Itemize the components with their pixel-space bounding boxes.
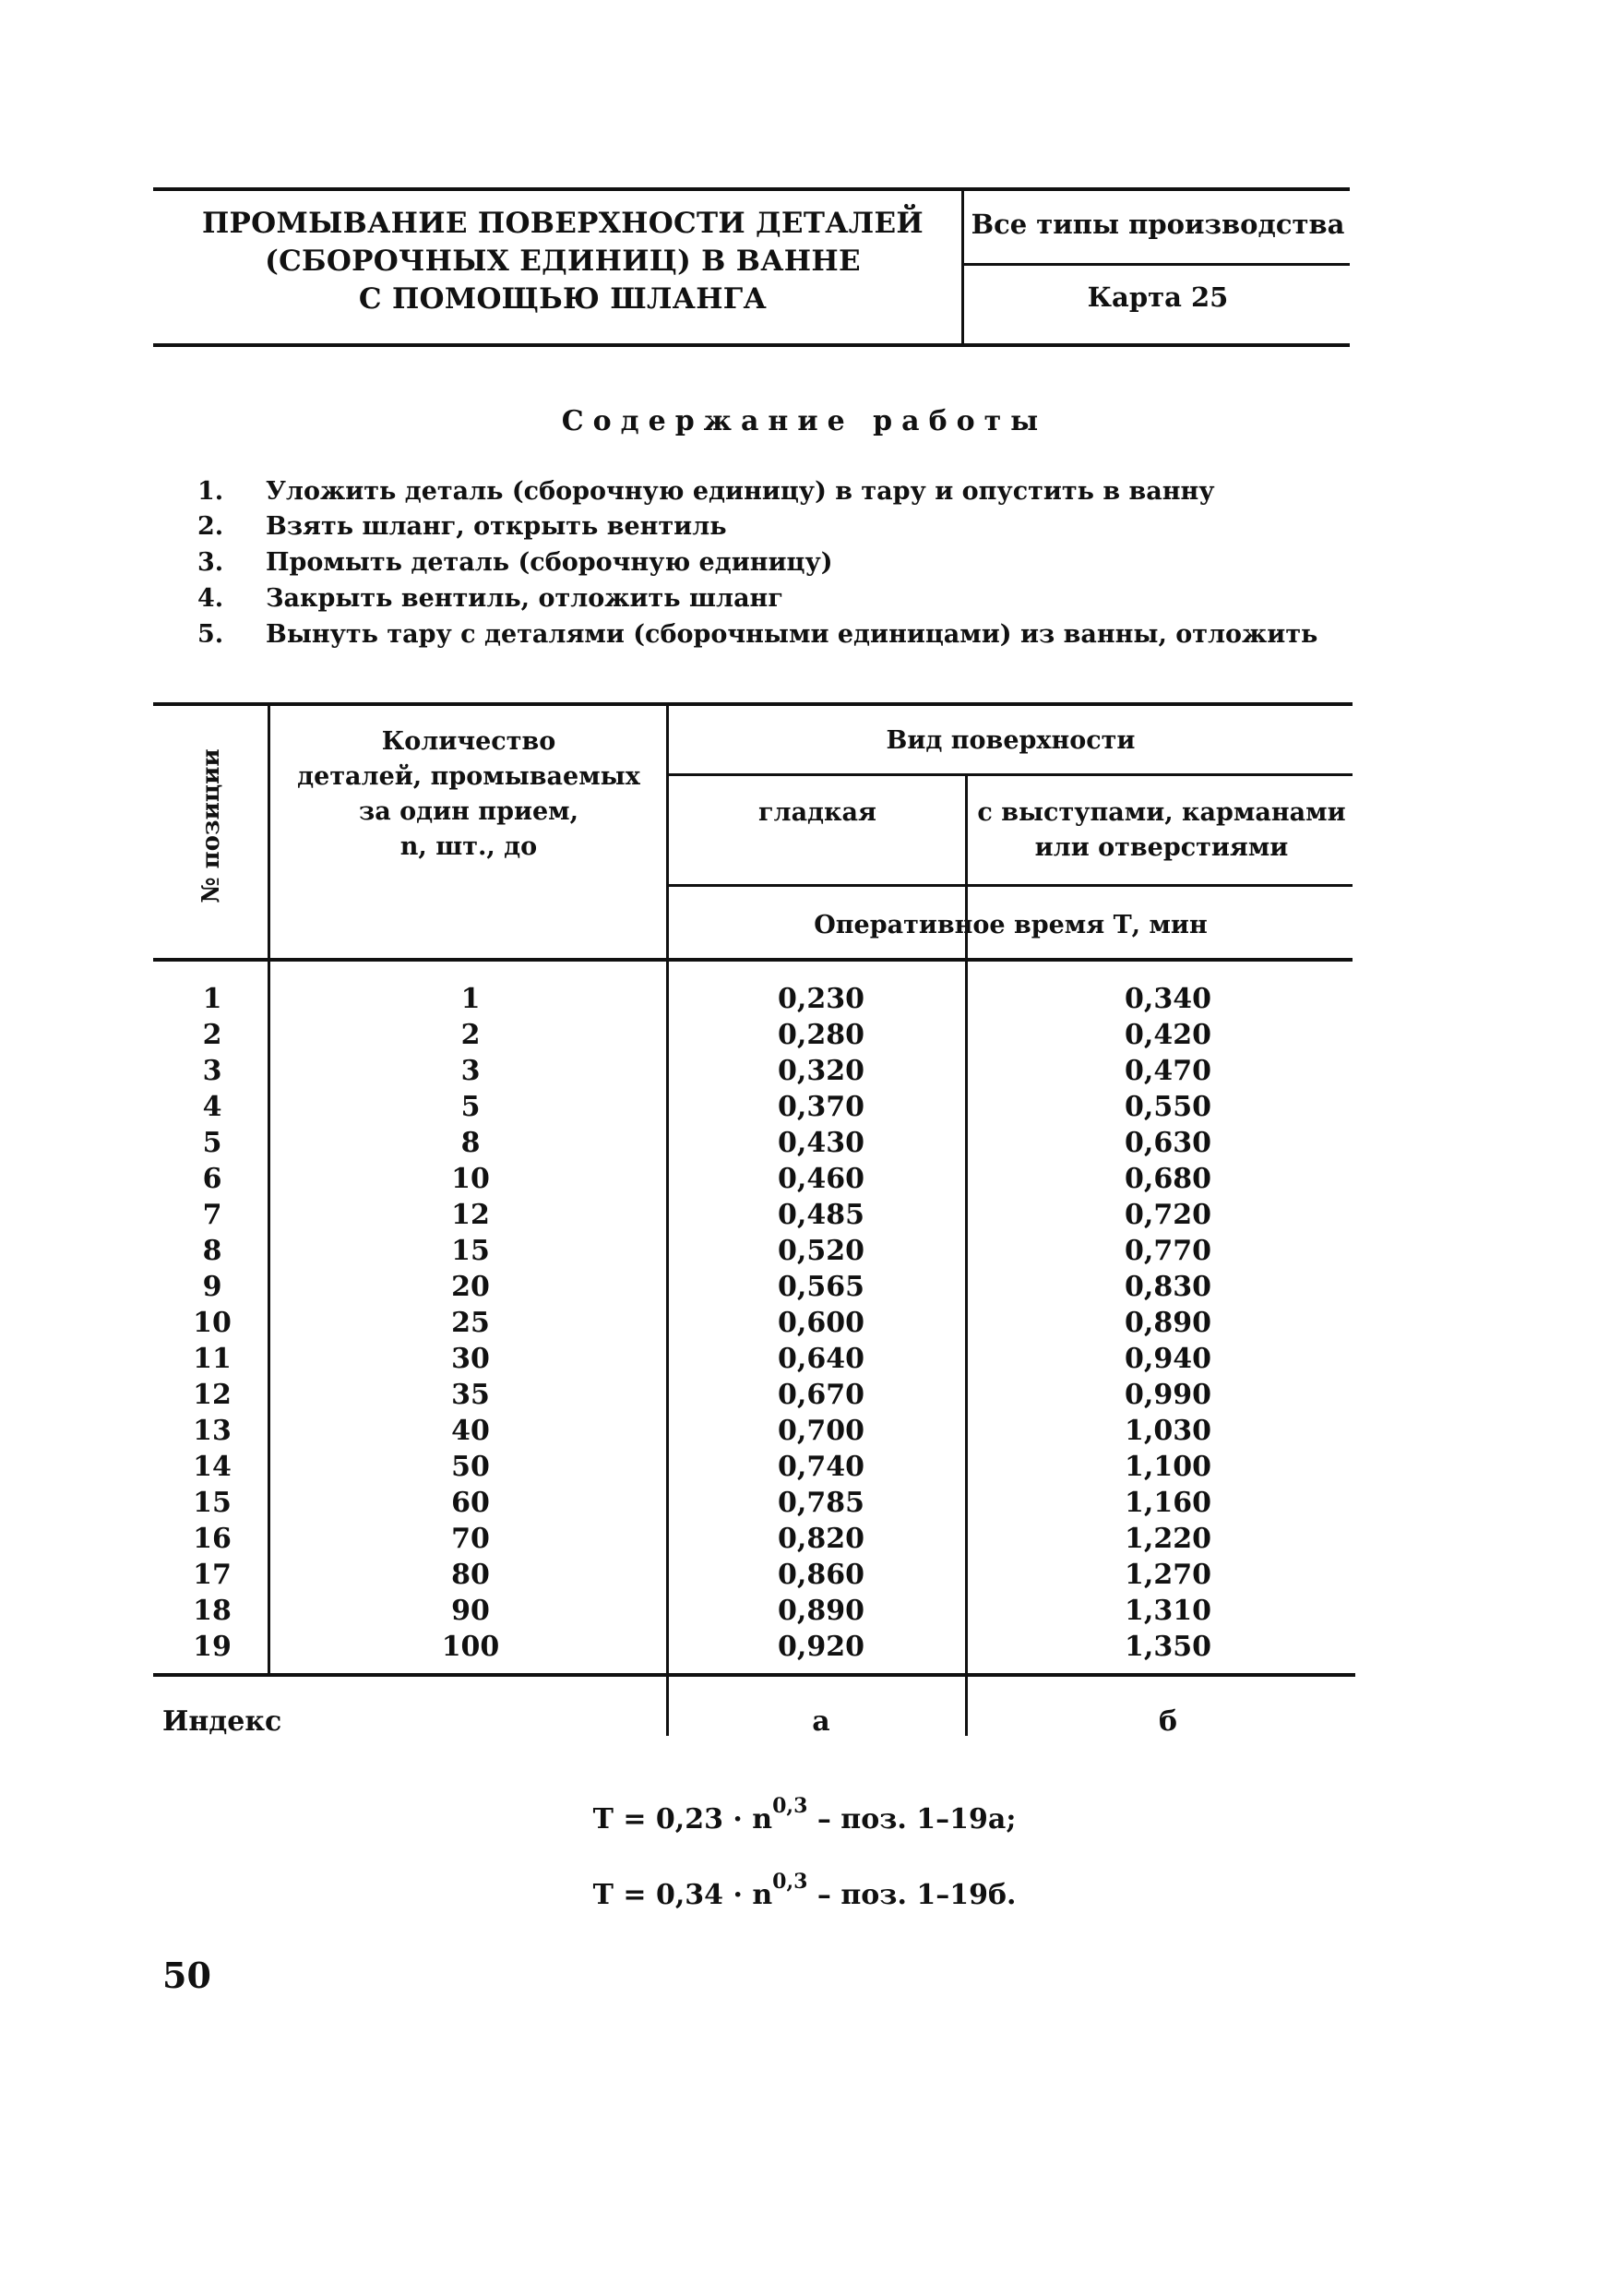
cell-smooth-time: 0,890: [778, 1595, 864, 1627]
cell-count: 35: [451, 1379, 490, 1411]
header-top-rule: [153, 187, 1350, 191]
cell-smooth-time: 0,860: [778, 1559, 864, 1591]
cell-rough-time: 0,340: [1125, 983, 1211, 1015]
cell-rough-time: 1,310: [1125, 1595, 1211, 1627]
cell-position: 9: [202, 1271, 222, 1303]
cell-count: 3: [460, 1055, 481, 1087]
cell-rough-time: 0,770: [1125, 1235, 1211, 1267]
cell-smooth-time: 0,820: [778, 1523, 864, 1555]
cell-position: 8: [202, 1235, 222, 1267]
cell-position: 4: [202, 1091, 222, 1123]
column-header-smooth: гладкая: [757, 798, 876, 827]
step-item: [197, 548, 833, 577]
step-number: 2.: [197, 512, 224, 541]
card-title-line: ПРОМЫВАНИЕ ПОВЕРХНОСТИ ДЕТАЛЕЙ: [201, 207, 924, 240]
index-label: Индекс: [162, 1705, 282, 1738]
cell-smooth-time: 0,785: [778, 1487, 864, 1519]
cell-count: 60: [451, 1487, 490, 1519]
header-bottom-rule: [153, 343, 1350, 347]
cell-count: 15: [451, 1235, 490, 1267]
cell-rough-time: 1,220: [1125, 1523, 1211, 1555]
formula-rhs: – поз. 1–19а;: [807, 1803, 1017, 1836]
cell-smooth-time: 0,430: [778, 1127, 864, 1159]
page-number: 50: [162, 1955, 211, 1996]
cell-count: 5: [460, 1091, 481, 1123]
cell-rough-time: 0,890: [1125, 1307, 1211, 1339]
operative-time-header: Оперативное время Т, мин: [814, 911, 1208, 939]
column-header-rough: [968, 795, 1355, 866]
cell-rough-time: 0,470: [1125, 1055, 1211, 1087]
formula-exponent: 0,3: [772, 1794, 808, 1818]
table-top-rule: [153, 702, 1353, 706]
column-header-count-line: деталей, промываемых: [297, 762, 640, 791]
formula-smooth: [0, 1794, 1609, 1836]
card-title: [166, 205, 959, 318]
step-item: [197, 584, 783, 613]
cell-smooth-time: 0,700: [778, 1415, 864, 1447]
cell-rough-time: 0,940: [1125, 1343, 1211, 1375]
step-text: Взять шланг, открыть вентиль: [266, 512, 727, 541]
cell-position: 7: [202, 1199, 222, 1231]
column-header-rough-line: с выступами, карманами: [977, 798, 1346, 827]
step-item: [197, 620, 1317, 649]
table-bottom-rule: [153, 1673, 1355, 1677]
cell-position: 16: [193, 1523, 232, 1555]
cell-count: 1: [460, 983, 481, 1015]
formula-rough: [0, 1870, 1609, 1911]
card-title-line: (СБОРОЧНЫХ ЕДИНИЦ) В ВАННЕ: [265, 245, 861, 278]
cell-smooth-time: 0,520: [778, 1235, 864, 1267]
cell-position: 11: [193, 1343, 232, 1375]
cell-smooth-time: 0,920: [778, 1631, 864, 1663]
cell-rough-time: 0,680: [1125, 1163, 1211, 1195]
cell-rough-time: 0,990: [1125, 1379, 1211, 1411]
cell-position: 5: [202, 1127, 222, 1159]
cell-count: 90: [451, 1595, 490, 1627]
cell-smooth-time: 0,485: [778, 1199, 864, 1231]
cell-smooth-time: 0,370: [778, 1091, 864, 1123]
header-right-divider: [961, 263, 1350, 266]
step-number: 4.: [197, 584, 224, 613]
header-divider: [961, 187, 964, 347]
cell-position: 1: [202, 983, 222, 1015]
formula-lhs: Т = 0,23 · n: [592, 1803, 773, 1836]
step-number: 3.: [197, 548, 224, 577]
col-divider-count: [666, 702, 669, 1736]
card-title-line: С ПОМОЩЬЮ ШЛАНГА: [358, 282, 768, 316]
cell-smooth-time: 0,565: [778, 1271, 864, 1303]
cell-count: 50: [451, 1451, 490, 1483]
cell-rough-time: 1,100: [1125, 1451, 1211, 1483]
surface-sub-rule: [669, 884, 1353, 887]
cell-position: 2: [202, 1019, 222, 1051]
cell-position: 17: [193, 1559, 232, 1591]
cell-smooth-time: 0,670: [778, 1379, 864, 1411]
cell-smooth-time: 0,460: [778, 1163, 864, 1195]
cell-rough-time: 0,550: [1125, 1091, 1211, 1123]
column-header-count-line: за один прием,: [358, 797, 579, 826]
index-b: б: [1158, 1705, 1177, 1738]
cell-position: 14: [193, 1451, 232, 1483]
cell-count: 2: [460, 1019, 481, 1051]
cell-rough-time: 0,630: [1125, 1127, 1211, 1159]
step-text: Промыть деталь (сборочную единицу): [266, 548, 833, 577]
cell-rough-time: 0,830: [1125, 1271, 1211, 1303]
step-item: [197, 512, 727, 541]
column-header-count: [275, 724, 662, 865]
step-number: 5.: [197, 620, 224, 649]
cell-rough-time: 1,030: [1125, 1415, 1211, 1447]
table-header-bottom-rule: [153, 958, 1353, 962]
cell-count: 12: [451, 1199, 490, 1231]
cell-rough-time: 1,160: [1125, 1487, 1211, 1519]
cell-count: 40: [451, 1415, 490, 1447]
cell-smooth-time: 0,230: [778, 983, 864, 1015]
cell-smooth-time: 0,320: [778, 1055, 864, 1087]
cell-smooth-time: 0,640: [778, 1343, 864, 1375]
step-text: Уложить деталь (сборочную единицу) в тару и опустить в ванну: [266, 477, 1215, 506]
step-text: Вынуть тару с деталями (сборочными единицами) из ванны, отложить: [266, 620, 1318, 649]
cell-position: 13: [193, 1415, 232, 1447]
column-header-rough-line: или отверстиями: [1034, 833, 1289, 862]
surface-header-rule: [669, 773, 1353, 776]
cell-position: 19: [193, 1631, 232, 1663]
cell-count: 70: [451, 1523, 490, 1555]
cell-position: 6: [202, 1163, 222, 1195]
cell-position: 3: [202, 1055, 222, 1087]
cell-position: 10: [193, 1307, 232, 1339]
cell-smooth-time: 0,280: [778, 1019, 864, 1051]
cell-smooth-time: 0,740: [778, 1451, 864, 1483]
formula-exponent: 0,3: [772, 1870, 808, 1894]
cell-rough-time: 1,270: [1125, 1559, 1211, 1591]
cell-smooth-time: 0,600: [778, 1307, 864, 1339]
cell-rough-time: 1,350: [1125, 1631, 1211, 1663]
column-header-count-line: Количество: [381, 727, 556, 756]
cell-position: 12: [193, 1379, 232, 1411]
card-number: Карта 25: [1087, 281, 1229, 313]
formula-rhs: – поз. 1–19б.: [807, 1879, 1017, 1911]
cell-count: 8: [460, 1127, 481, 1159]
step-text: Закрыть вентиль, отложить шланг: [266, 584, 783, 613]
column-header-position: № позиции: [197, 748, 225, 903]
step-number: 1.: [197, 477, 224, 506]
cell-position: 15: [193, 1487, 232, 1519]
cell-count: 25: [451, 1307, 490, 1339]
cell-count: 10: [451, 1163, 490, 1195]
step-item: [197, 477, 1215, 506]
cell-position: 18: [193, 1595, 232, 1627]
surface-type-header: Вид поверхности: [886, 726, 1136, 755]
cell-count: 80: [451, 1559, 490, 1591]
cell-count: 100: [441, 1631, 500, 1663]
cell-count: 30: [451, 1343, 490, 1375]
cell-count: 20: [451, 1271, 490, 1303]
column-header-count-line: n, шт., до: [399, 832, 538, 861]
index-a: а: [812, 1705, 830, 1738]
content-title: Содержание работы: [561, 405, 1048, 437]
cell-rough-time: 0,720: [1125, 1199, 1211, 1231]
cell-rough-time: 0,420: [1125, 1019, 1211, 1051]
col-divider-pos: [268, 702, 270, 1677]
production-type: Все типы производства: [971, 209, 1345, 240]
formula-lhs: Т = 0,34 · n: [592, 1879, 773, 1911]
